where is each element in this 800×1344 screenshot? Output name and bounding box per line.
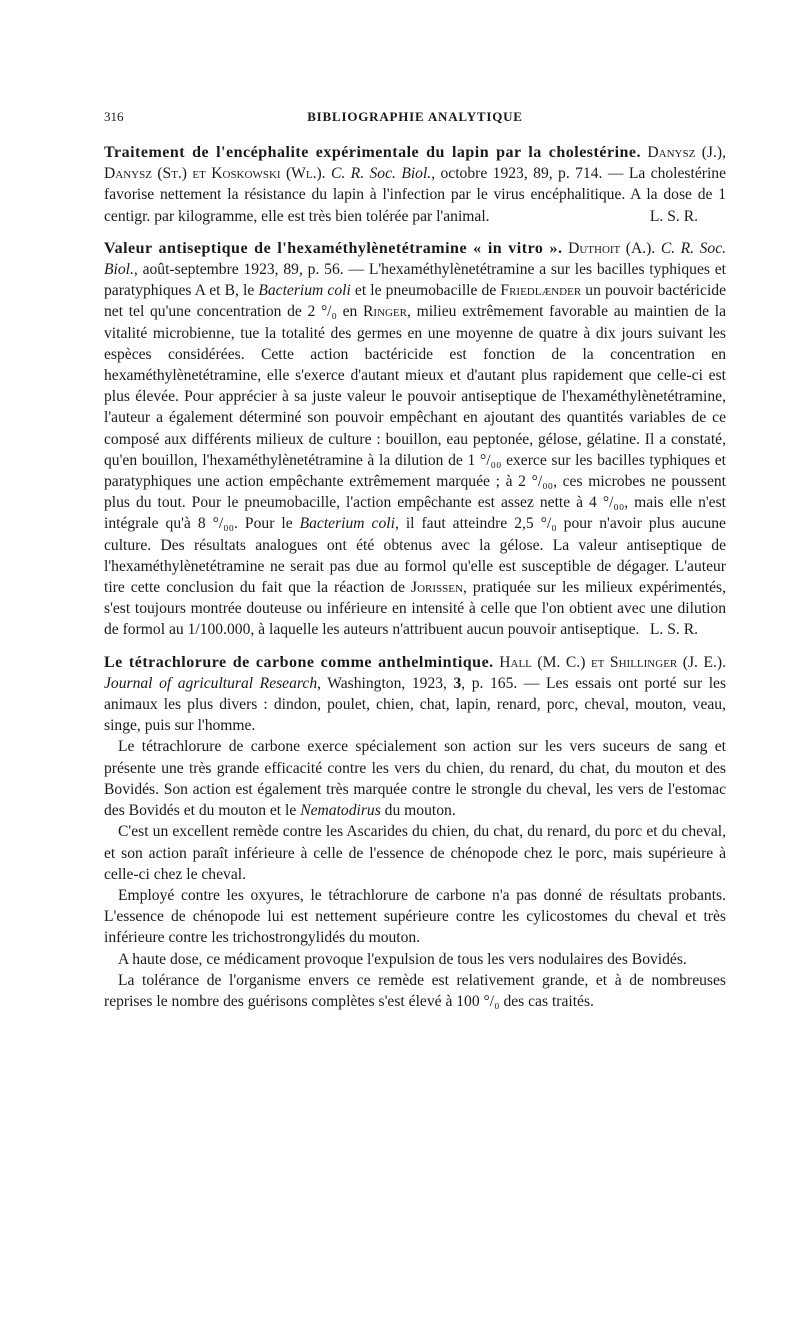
entry-title: Valeur antiseptique de l'hexaméthylènetétramine « in vitro ». [104,239,563,257]
page [104,106,726,1023]
entry-paragraph: La tolérance de l'organisme envers ce remède est relativement grande, et à de nombreuses reprises le nombre des guérisons complètes s'est élevé à 100 °/₀ des cas traités. [104,971,726,1010]
entry-citation: , août-septembre 1923, 89, p. 56. [133,261,344,279]
entry-title: Le tétrachlorure de carbone comme anthelmintique. [104,653,494,671]
entry-body: du mouton. [380,802,456,820]
entry-signature: L. S. R. [649,621,698,639]
entry-source: Journal of agricultural Research [104,674,318,692]
abstract-entry [104,142,726,227]
entry-volume: 3 [453,674,462,692]
entry-body: La cholestérine favorise nettement la résistance du lapin à l'infection par le virus encéphalitique. A la dose de 1 centigr. par kilogramme, elle est très bien tolérée par l'animal. [104,165,726,225]
entry-paragraph [104,736,726,821]
entry-paragraph: C'est un excellent remède contre les Ascarides du chien, du chat, du renard, du porc et du cheval, et son action paraît inférieure à celle de l'essence de chénopode chez le porc, mais supérieure à celle-ci chez le cheval. [104,823,726,883]
entry-citation: , Washington, 1923, [317,674,454,692]
entry-body: , pratiquée sur les milieux expérimentés, s'est toujours montrée douteuse ou inférieure en intensité à celle que l'on obtient avec une dilution de formol au 1/100.000, à laquelle les auteurs n'attribuent aucun pouvoir antiseptique. [104,579,726,639]
author-name: Friedlænder [500,282,582,300]
abstract-entry [104,238,726,641]
abstract-entry [104,652,726,1012]
entry-authors: Duthoit (A.). [568,239,656,257]
entry-title: Traitement de l'encéphalite expérimentale du lapin par la cholestérine. [104,144,642,161]
species-name: Bacterium coli [299,515,395,533]
author-name: Jorissen [411,579,463,597]
entry-citation: , p. 165. — [461,674,546,692]
species-name: Bacterium coli [258,282,351,300]
entry-paragraph: Employé contre les oxyures, le tétrachlorure de carbone n'a pas donné de résultats probants. L'essence de chénopode lui est nettement supérieure contre les cylicostomes du cheval et très inférieure contre les trichostrongylidés du mouton. [104,886,726,947]
entry-source: C. R. Soc. Biol. [330,165,432,183]
page-number: 316 [104,109,124,124]
entry-body: et le pneumobacille de [350,282,501,300]
author-name: Ringer [363,303,408,321]
entry-authors: Hall (M. C.) et Shillinger (J. E.). [499,653,727,671]
species-name: Nematodirus [300,802,381,820]
entry-authors: Danysz (J.), Danysz (St.) et Koskowski (Wl.). [104,144,726,183]
running-head: BIBLIOGRAPHIE ANALYTIQUE [307,109,523,124]
entry-signature: L. S. R. [649,207,698,225]
entry-source: C. R. Soc. Biol. [104,239,727,279]
entry-body: — L'hexaméthylènetétramine a sur les bacilles typhiques et paratyphiques A et B, le [104,261,726,300]
entry-body: , il faut atteindre 2,5 °/₀ pour n'avoir plus aucune culture. Des résultats analogues ont été obtenus avec la gélose. La valeur antiseptique de l'hexaméthylènetétramine ne serait pas due au formol qu'elle est susceptible de dégager. L'auteur tire cette conclusion du fait que la réaction de [104,515,726,597]
running-header [104,106,726,128]
entry-body: , milieu extrêmement favorable au maintien de la vitalité microbienne, tue la totalité des germes en une moyenne de quatre à dix jours suivant les espèces considérées. Cette action bactéricide est fonction de la concentration en hexaméthylènetétramine, elle s'exerce d'autant mieux et d'autant plus rapidement que celle-ci est plus élevée. Pour apprécier à sa juste valeur le pouvoir antiseptique de l'hexaméthylènetétramine, l'auteur a également déterminé son pouvoir empêchant en ajoutant des quantités variables de ce composé aux différents milieux de culture : bouillon, eau peptonée, gélose, gélatine. Il a constaté, qu'en bouillon, l'hexaméthylènetétramine à la dilution de 1 °/₀₀ exerce sur les bacilles typhiques et paratyphiques une action empêchante extrêmement marquée ; à 2 °/₀₀, ces microbes ne poussent plus du tout. Pour le pneumobacille, l'action empêchante est assez nette à 4 °/₀₀, mais elle n'est intégrale qu'à 8 °/₀₀. Pour le [104,303,726,533]
entry-body: un pouvoir bactéricide net tel qu'une concentration de 2 °/₀ en [104,282,726,321]
entry-paragraph: A haute dose, ce médicament provoque l'expulsion de tous les vers nodulaires des Bovidés. [118,950,687,968]
entry-citation: , octobre 1923, 89, p. 714. — [431,165,629,183]
entry-body: Le tétrachlorure de carbone exerce spécialement son action sur les vers suceurs de sang et présente une très grande efficacité contre les vers du chien, du renard, du chat, du mouton et des Bovidés. Son action est également très marquée contre le strongle du cheval, les vers de l'estomac des Bovidés et du mouton et le [104,738,726,820]
entry-body: Les essais ont porté sur les animaux les plus divers : dindon, poulet, chien, chat, lapin, renard, porc, cheval, mouton, veau, singe, puis sur l'homme. [104,674,727,735]
